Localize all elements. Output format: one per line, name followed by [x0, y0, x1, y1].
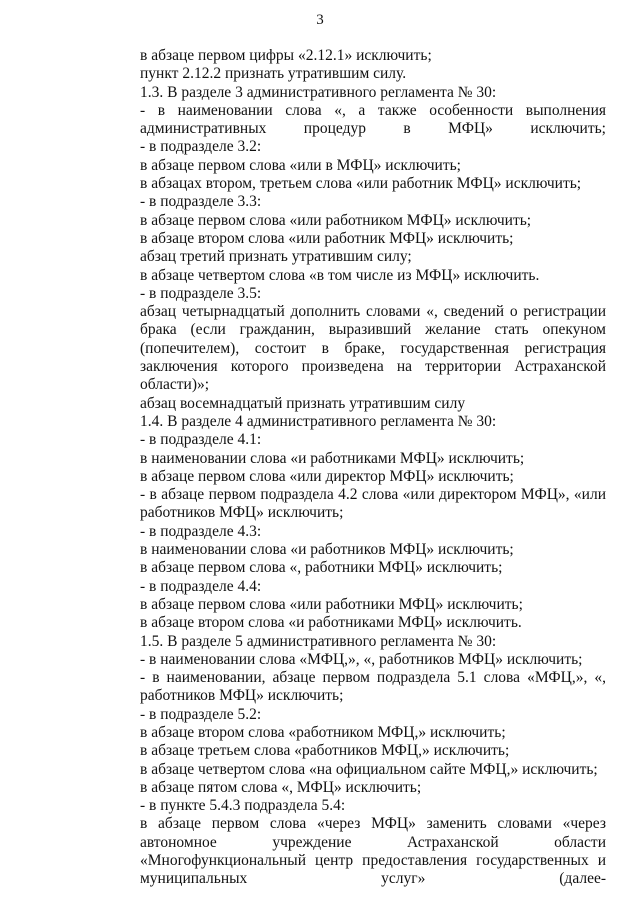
paragraph: пункт 2.12.2 признать утратившим силу.	[140, 65, 407, 83]
document-body	[103, 47, 606, 889]
paragraph: в абзаце пятом слова «, МФЦ» исключить;	[140, 778, 422, 796]
paragraph: 1.4. В разделе 4 административного регламента № 30:	[140, 412, 497, 430]
paragraph: в абзаце втором слова «или работник МФЦ» исключить;	[140, 229, 514, 247]
paragraph: - в пункте 5.4.3 подраздела 5.4:	[140, 797, 346, 815]
paragraph: в абзаце первом слова «, работники МФЦ» исключить;	[140, 559, 503, 577]
paragraph: - в подразделе 3.5:	[140, 284, 262, 302]
paragraph: в абзаце четвертом слова «на официальном сайте МФЦ,» исключить;	[140, 760, 598, 778]
paragraph: - в наименовании слова «, а также особенности выполнения административных процедур в МФЦ» исключить;	[140, 101, 606, 138]
paragraph: в абзаце первом цифры «2.12.1» исключить;	[140, 47, 432, 64]
paragraph: в абзаце четвертом слова «в том числе из МФЦ» исключить.	[140, 266, 540, 284]
paragraph: в абзаце первом слова «через МФЦ» заменить словами «через автономное учреждение Астраханской области «Многофункциональный центр предоставления государственных и муниципальных услуг» (далее-	[140, 815, 606, 888]
paragraph: 1.5. В разделе 5 административного регламента № 30:	[140, 632, 497, 650]
paragraph: в абзаце втором слова «и работниками МФЦ» исключить.	[140, 614, 522, 632]
paragraph: абзац восемнадцатый признать утратившим силу	[140, 394, 466, 412]
paragraph: 1.3. В разделе 3 административного регламента № 30:	[140, 83, 497, 101]
paragraph: в абзаце втором слова «работником МФЦ,» исключить;	[140, 723, 506, 741]
paragraph: абзац четырнадцатый дополнить словами «, сведений о регистрации брака (если гражданин, выразивший желание стать опекуном (попечителем), состоит в браке, государственная регистрация заключения которого произведена на территории Астраханской области)»;	[140, 303, 606, 394]
paragraph: - в подразделе 5.2:	[140, 705, 262, 723]
paragraph: - в наименовании слова «МФЦ,», «, работников МФЦ» исключить;	[140, 650, 583, 668]
paragraph: в абзаце первом слова «или в МФЦ» исключить;	[140, 156, 461, 174]
paragraph: в абзаце первом слова «или работники МФЦ» исключить;	[140, 595, 523, 613]
paragraph: - в наименовании, абзаце первом подраздела 5.1 слова «МФЦ,», «, работников МФЦ» исключить;	[140, 669, 606, 705]
paragraph: в абзаце третьем слова «работников МФЦ,» исключить;	[140, 742, 510, 760]
paragraph: - в подразделе 3.3:	[140, 193, 262, 211]
paragraph: - в подразделе 3.2:	[140, 138, 262, 156]
paragraph: - в подразделе 4.1:	[140, 431, 262, 449]
paragraph: в наименовании слова «и работниками МФЦ» исключить;	[140, 449, 525, 467]
paragraph: - в подразделе 4.3:	[140, 522, 262, 540]
paragraph: в наименовании слова «и работников МФЦ» исключить;	[140, 541, 514, 559]
paragraph: - в абзаце первом подраздела 4.2 слова «или директором МФЦ», «или работников МФЦ» исключить;	[140, 486, 606, 522]
paragraph: абзац третий признать утратившим силу;	[140, 248, 412, 266]
paragraph: в абзацах втором, третьем слова «или работник МФЦ» исключить;	[140, 175, 582, 193]
paragraph: в абзаце первом слова «или работником МФЦ» исключить;	[140, 211, 532, 229]
page-number: 3	[316, 12, 324, 28]
paragraph: в абзаце первом слова «или директор МФЦ» исключить;	[140, 467, 514, 485]
paragraph: - в подразделе 4.4:	[140, 577, 262, 595]
